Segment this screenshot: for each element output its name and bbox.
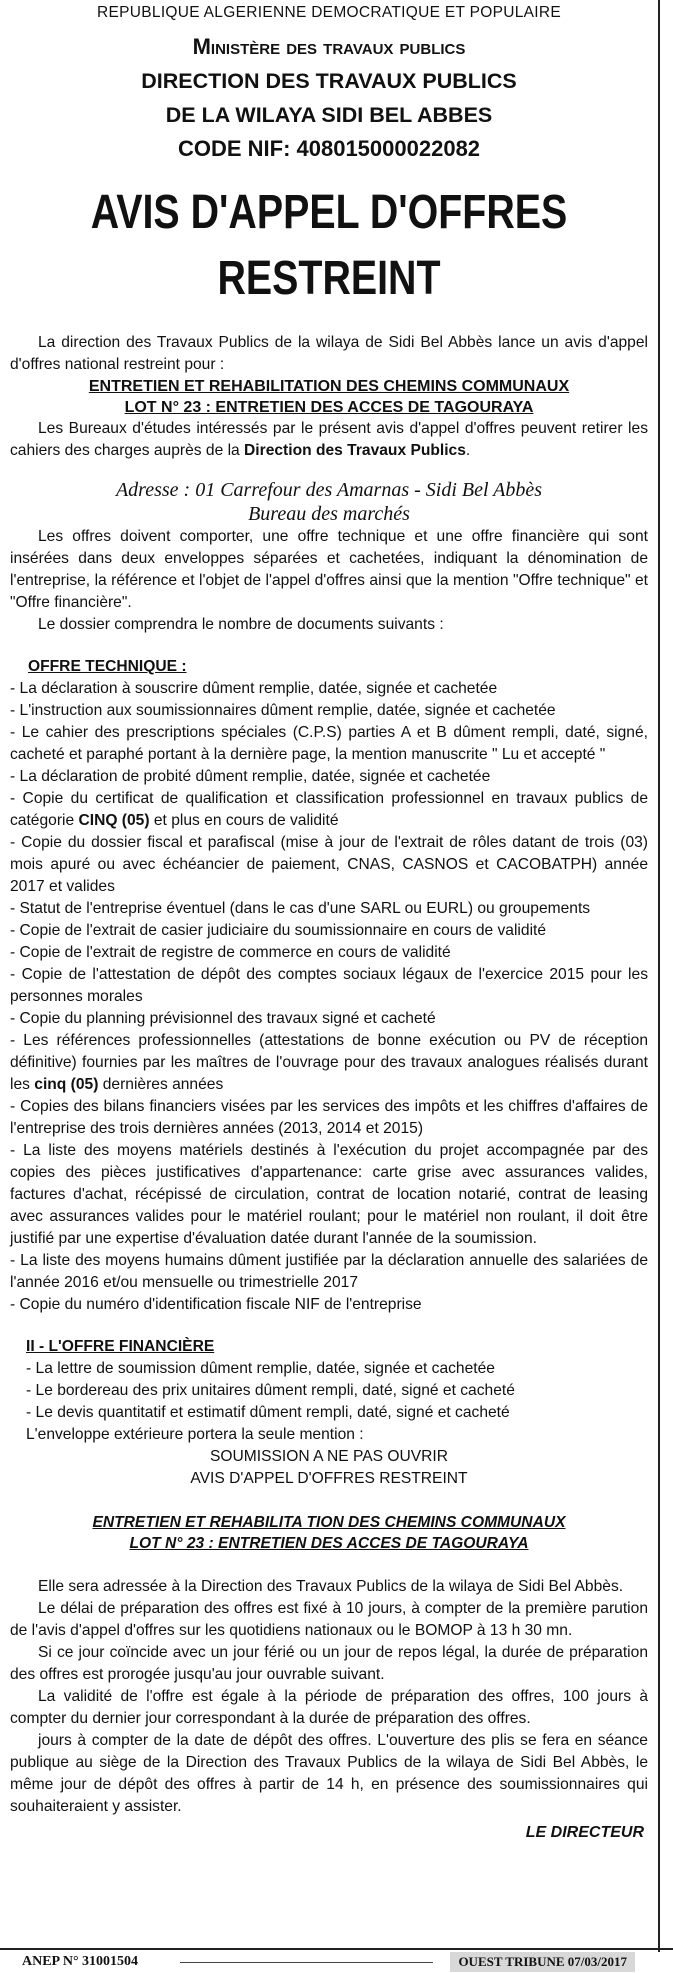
list-item: - Copie du certificat de qualification et classification professionnel en travaux publics de catégorie CINQ (05) et plus en cours de validité (10, 790, 648, 829)
list-item: - Le devis quantitatif et estimatif dûment rempli, daté, signé et cacheté (26, 1404, 510, 1421)
closing-paragraph: Le délai de préparation des offres est fixé à 10 jours, à compter de la première parution de l'avis d'appel d'offres sur les quotidiens nationaux ou le BOMOP à 13 h 30 mn. (10, 1600, 648, 1639)
footer-divider (180, 1962, 433, 1963)
address-office: Bureau des marchés (248, 503, 410, 525)
list-item: - Copie du dossier fiscal et parafiscal (mise à jour de l'extrait de rôles datant de trois (03) mois apuré ou avec échéancier de paiement, CNAS, CASNOS et CACOBATPH) année 2017 et valides (10, 834, 648, 895)
list-item: - La liste des moyens humains dûment justifiée par la déclaration annuelle des salariées de l'année 2016 et/ou mensuelle ou trimestrielle 2017 (10, 1252, 648, 1291)
list-item: - L'instruction aux soumissionnaires dûment remplie, datée, signée et cachetée (10, 702, 556, 719)
intro-paragraph: La direction des Travaux Publics de la wilaya de Sidi Bel Abbès lance un avis d'appel d'offres national restreint pour : (10, 334, 648, 373)
closing-paragraph: La validité de l'offre est égale à la période de préparation des offres, 100 jours à compter du dernier jour correspondant à la durée de préparation des offres. (10, 1688, 648, 1727)
closing-paragraph: Elle sera adressée à la Direction des Travaux Publics de la wilaya de Sidi Bel Abbès. (38, 1578, 624, 1595)
wilaya-name: DE LA WILAYA SIDI BEL ABBES (165, 103, 493, 127)
list-item: - Copie du numéro d'identification fiscale NIF de l'entreprise (10, 1296, 422, 1313)
list-item: - Le bordereau des prix unitaires dûment rempli, daté, signé et cacheté (26, 1382, 515, 1399)
mention-line1: SOUMISSION A NE PAS OUVRIR (209, 1448, 448, 1465)
list-item: - Copie de l'extrait de casier judiciaire du soumissionnaire en cours de validité (10, 922, 547, 939)
list-item: - La déclaration à souscrire dûment remplie, datée, signée et cachetée (10, 680, 498, 697)
technique-heading: OFFRE TECHNIQUE : (28, 658, 187, 675)
republic-header: REPUBLIQUE ALGERIENNE DEMOCRATIQUE ET POPULAIRE (97, 4, 561, 21)
ministry-name: Ministère des travaux publics (192, 34, 466, 59)
enveloppe-text: L'enveloppe extérieure portera la seule mention : (26, 1426, 364, 1443)
offres-paragraph: Les offres doivent comporter, une offre technique et une offre financière qui sont insérées dans deux enveloppes séparées et cachetées, indiquant la dénomination de l'entreprise, la référence et l'objet de l'appel d'offres ainsi que la mention "Offre technique" et "Offre financière". (10, 528, 648, 611)
notice-title-line2: RESTREINT (217, 252, 441, 305)
list-item: - Copie de l'attestation de dépôt des comptes sociaux légaux de l'exercice 2015 pour les personnes morales (10, 966, 648, 1005)
anep-number: ANEP N° 31001504 (22, 1954, 139, 1969)
direction-name: DIRECTION DES TRAVAUX PUBLICS (141, 69, 517, 93)
project-title-line2: LOT N° 23 : ENTRETIEN DES ACCES DE TAGOURAYA (124, 399, 534, 416)
list-item: - Copie de l'extrait de registre de commerce en cours de validité (10, 944, 451, 961)
list-item: - La lettre de soumission dûment remplie, datée, signée et cachetée (26, 1360, 495, 1377)
list-item: - Les références professionnelles (attestations de bonne exécution ou PV de réception définitive) fournies par les maîtres de l'ouvrage pour des travaux analogues réalisés durant les cinq (05) dernières années (10, 1032, 648, 1093)
director-signature: LE DIRECTEUR (525, 1824, 644, 1841)
repeat-title-line1: ENTRETIEN ET REHABILITA TION DES CHEMINS COMMUNAUX (92, 1514, 566, 1531)
list-item: - Le cahier des prescriptions spéciales (C.P.S) parties A et B dûment rempli, daté, signé, cacheté et paraphé portant à la dernière page, la mention manuscrite " Lu et accepté " (10, 724, 648, 763)
financiere-section (10, 1336, 648, 1446)
list-item: - Copie du planning prévisionnel des travaux signé et cacheté (10, 1010, 436, 1027)
list-item: - La déclaration de probité dûment remplie, datée, signée et cachetée (10, 768, 491, 785)
publication-date: OUEST TRIBUNE 07/03/2017 (450, 1952, 635, 1972)
mention-line2: AVIS D'APPEL D'OFFRES RESTREINT (190, 1470, 468, 1487)
closing-paragraph: Si ce jour coïncide avec un jour férié ou un jour de repos légal, la durée de préparation des offres est prorogée jusqu'au jour ouvrable suivant. (10, 1644, 648, 1683)
notice-title-line1: AVIS D'APPEL D'OFFRES (90, 186, 568, 239)
list-item: - La liste des moyens matériels destinés à l'exécution du projet accompagnée par des copies des pièces justificatives d'appartenance: carte grise avec assurances valides, factures d'achat, récépissé de circulation, contrat de location notarié, contrat de leasing avec assurances valides pour le matériel roulant; pour le matériel non roulant, il doit être justifié par une expertise d'évaluation datée durant l'année de la soumission. (10, 1142, 648, 1247)
closing-paragraph: jours à compter de la date de dépôt des offres. L'ouverture des plis se fera en séance publique au siège de la Direction des Travaux Publics de la wilaya de Sidi Bel Abbès, le même jour de dépôt des offres à partir de 14 h, en présence des soumissionnaires qui souhaiteraient y assister. (10, 1732, 648, 1815)
technique-list (10, 678, 648, 1316)
list-item: - Statut de l'entreprise éventuel (dans le cas d'une SARL ou EURL) ou groupements (10, 900, 591, 917)
page-footer (0, 1948, 673, 1973)
nif-code: CODE NIF: 408015000022082 (177, 136, 481, 161)
dossier-paragraph: Le dossier comprendra le nombre de documents suivants : (38, 616, 444, 633)
financiere-heading: II - L'OFFRE FINANCIÈRE (26, 1338, 215, 1355)
bureaux-paragraph: Les Bureaux d'études intéressés par le présent avis d'appel d'offres peuvent retirer les cahiers des charges auprès de la Direction des Travaux Publics. (10, 420, 648, 459)
address-line: Adresse : 01 Carrefour des Amarnas - Sidi Bel Abbès (115, 479, 543, 501)
project-title-line1: ENTRETIEN ET REHABILITATION DES CHEMINS COMMUNAUX (88, 378, 570, 395)
repeat-title-line2: LOT N° 23 : ENTRETIEN DES ACCES DE TAGOURAYA (129, 1535, 529, 1552)
list-item: - Copies des bilans financiers visées par les services des impôts et les chiffres d'affaires de l'entreprise des trois dernières années (2013, 2014 et 2015) (10, 1098, 648, 1137)
